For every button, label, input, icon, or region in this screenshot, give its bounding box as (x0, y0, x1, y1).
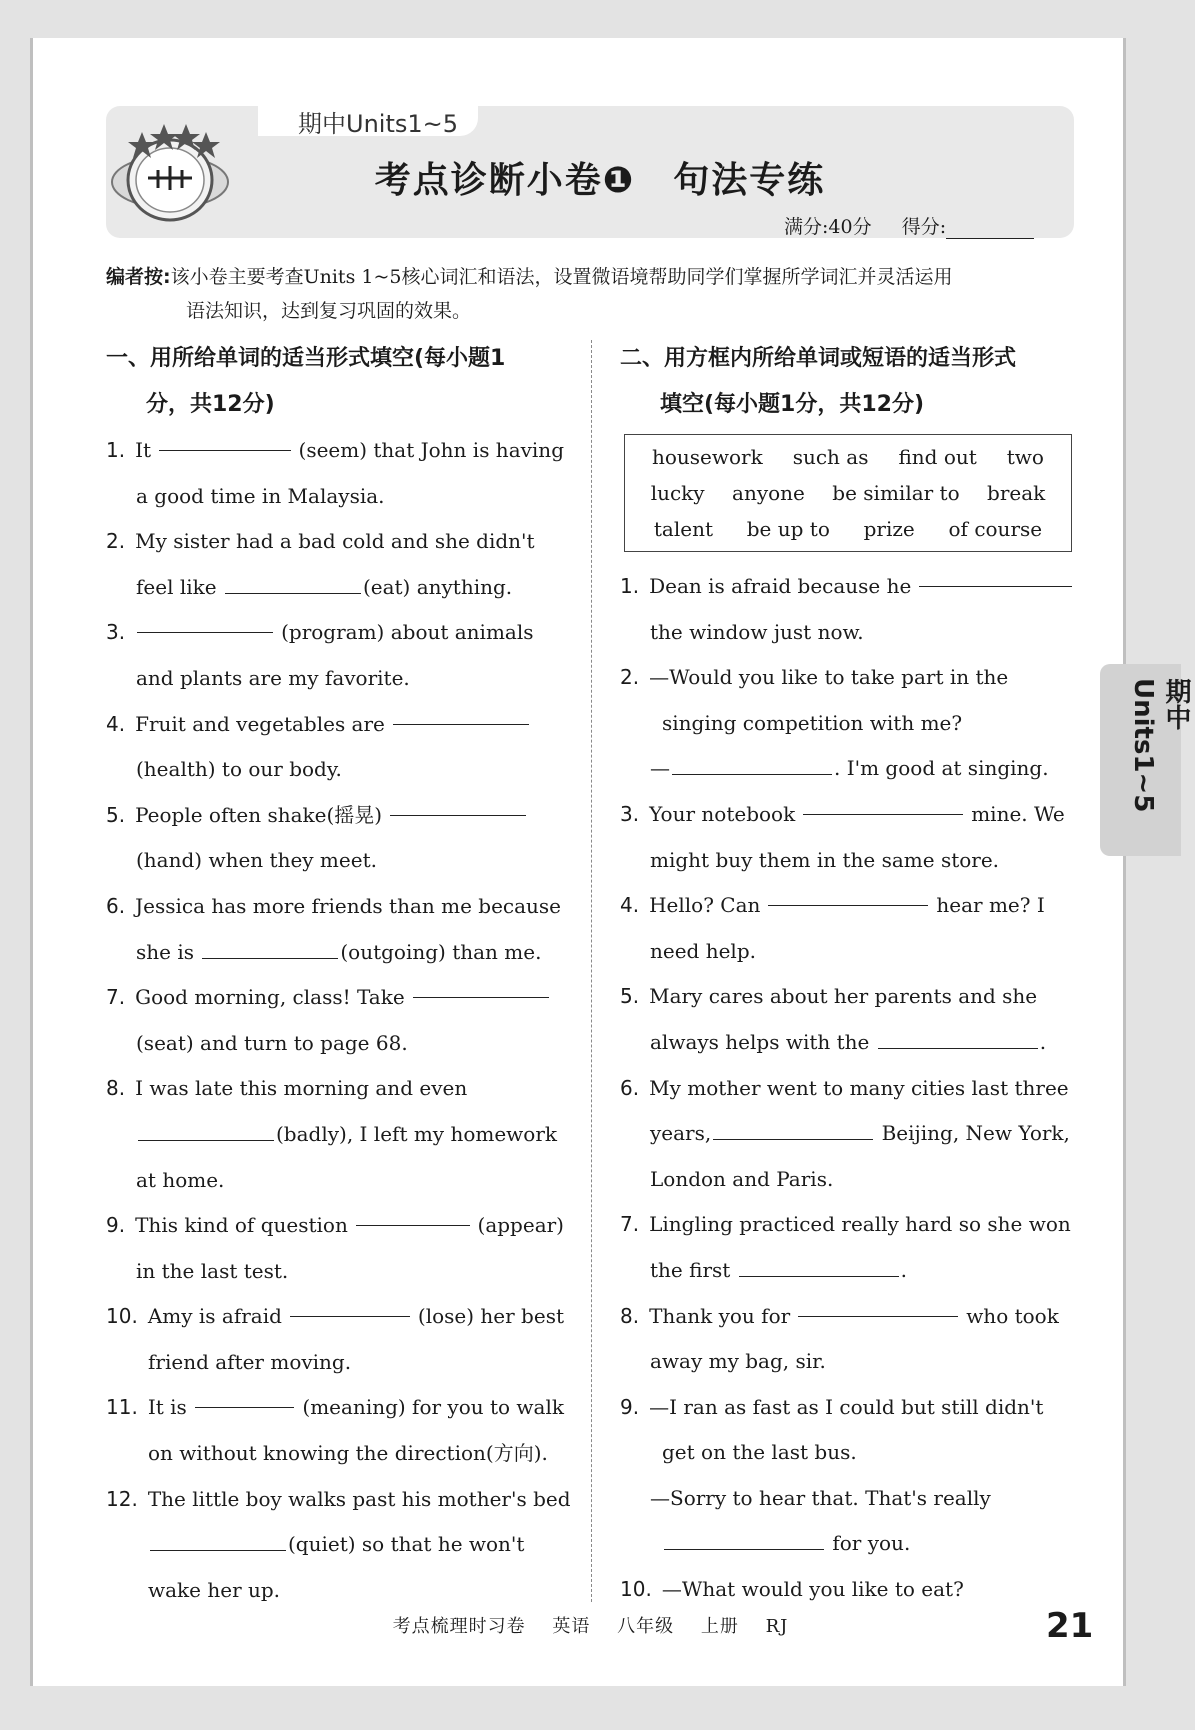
answer-blank[interactable] (803, 792, 963, 815)
word-bank-item: housework (651, 445, 763, 469)
answer-blank[interactable] (356, 1203, 470, 1226)
word-bank-item: talent (653, 517, 713, 541)
question: 10. Amy is afraid (lose) her best friend after moving. (106, 1294, 564, 1385)
word-bank-item: be up to (746, 517, 830, 541)
answer-blank[interactable] (413, 975, 549, 998)
score-line (784, 212, 1034, 239)
question: 1. It (seem) that John is having a good time in Malaysia. (106, 428, 564, 519)
answer-blank[interactable] (138, 1118, 274, 1141)
word-bank-item: lucky (650, 481, 705, 505)
editor-text-2: 语法知识，达到复习巩固的效果。 (186, 300, 472, 322)
answer-blank[interactable] (290, 1294, 410, 1317)
footer-edition: RJ (765, 1616, 789, 1637)
question: 9. —I ran as fast as I could but still didn't get on the last bus. —Sorry to hear that. That's really for you. (620, 1394, 1044, 1556)
question: 7. Good morning, class! Take (seat) and turn to page 68. (106, 975, 564, 1066)
answer-blank[interactable] (739, 1254, 899, 1277)
footer-subject: 英语 (552, 1616, 591, 1637)
word-bank-item: prize (863, 517, 915, 541)
answer-blank[interactable] (150, 1528, 286, 1551)
section-2 (620, 336, 1074, 1613)
side-unit-tab: 期中Units1~5 (1100, 664, 1181, 856)
question: 6. My mother went to many cities last three years, Beijing, New York, London and Paris. (620, 1075, 1070, 1191)
answer-blank[interactable] (225, 571, 361, 594)
footer-term: 上册 (700, 1616, 739, 1637)
answer-blank[interactable] (798, 1294, 958, 1317)
page-number: 21 (1046, 1606, 1094, 1646)
footer-grade: 八年级 (617, 1616, 675, 1637)
editor-note (106, 260, 1072, 328)
answer-blank[interactable] (672, 752, 832, 775)
editor-label: 编者按: (106, 266, 171, 288)
answer-blank[interactable] (390, 793, 526, 816)
word-bank-item: anyone (732, 481, 805, 505)
answer-blank[interactable] (137, 610, 273, 633)
footer (0, 1612, 1181, 1638)
answer-blank[interactable] (713, 1117, 873, 1140)
question: 10. —What would you like to eat? (620, 1577, 964, 1602)
answer-blank[interactable] (878, 1026, 1038, 1049)
unit-tag: 期中Units1~5 (298, 110, 459, 138)
question: 7. Lingling practiced really hard so she won the first . (620, 1212, 1071, 1282)
question: 11. It is (meaning) for you to walk on without knowing the direction(方向). (106, 1385, 564, 1476)
word-bank-item: find out (898, 445, 977, 469)
answer-blank[interactable] (195, 1385, 295, 1408)
question: 12. The little boy walks past his mother's bed (quiet) so that he won't wake her up. (106, 1486, 571, 1602)
publisher-logo (108, 120, 232, 230)
answer-blank[interactable] (202, 936, 338, 959)
full-score: 满分:40分 (784, 216, 872, 238)
question: 1. Dean is afraid because he the window just now. (620, 564, 1074, 655)
score-label: 得分: (901, 216, 947, 238)
question: 8. Thank you for who took away my bag, sir. (620, 1294, 1074, 1385)
score-blank[interactable] (946, 220, 1034, 239)
question: 2. —Would you like to take part in the singing competition with me? — . I'm good at singing. (620, 665, 1049, 781)
answer-blank[interactable] (664, 1527, 824, 1550)
question: 8. I was late this morning and even (badly), I left my homework at home. (106, 1076, 558, 1192)
question: 5. Mary cares about her parents and she always helps with the . (620, 984, 1047, 1054)
question: 3. (program) about animals and plants are my favorite. (106, 610, 564, 701)
question: 2. My sister had a bad cold and she didn't feel like (eat) anything. (106, 529, 535, 599)
section-1-title: 一、用所给单词的适当形式填空(每小题1 分，共12分) (106, 346, 506, 417)
section-1 (106, 336, 571, 1613)
section-2-title: 二、用方框内所给单词或短语的适当形式 填空(每小题1分，共12分) (620, 346, 1017, 417)
word-bank-box (624, 434, 1072, 552)
question: 9. This kind of question (appear) in the last test. (106, 1203, 564, 1294)
answer-blank[interactable] (159, 428, 290, 451)
question: 4. Fruit and vegetables are (health) to our body. (106, 702, 564, 793)
word-bank-item: be similar to (832, 481, 960, 505)
column-divider (591, 340, 592, 1602)
editor-text-1: 该小卷主要考查Units 1~5核心词汇和语法，设置微语境帮助同学们掌握所学词汇并灵活运用 (170, 266, 953, 288)
word-bank-item: of course (948, 517, 1043, 541)
footer-book: 考点梳理时习卷 (392, 1616, 526, 1637)
word-bank-item: two (1006, 445, 1044, 469)
question: 3. Your notebook mine. We might buy them in the same store. (620, 792, 1074, 883)
word-bank-item: such as (792, 445, 869, 469)
word-bank-item: break (987, 481, 1046, 505)
answer-blank[interactable] (768, 883, 928, 906)
page-title: 考点诊断小卷❶ 句法专练 (374, 160, 826, 201)
answer-blank[interactable] (919, 564, 1072, 587)
question: 6. Jessica has more friends than me because she is (outgoing) than me. (106, 893, 562, 964)
question: 4. Hello? Can hear me? I need help. (620, 883, 1074, 974)
answer-blank[interactable] (393, 702, 529, 725)
question: 5. People often shake(摇晃) (hand) when they meet. (106, 793, 564, 884)
